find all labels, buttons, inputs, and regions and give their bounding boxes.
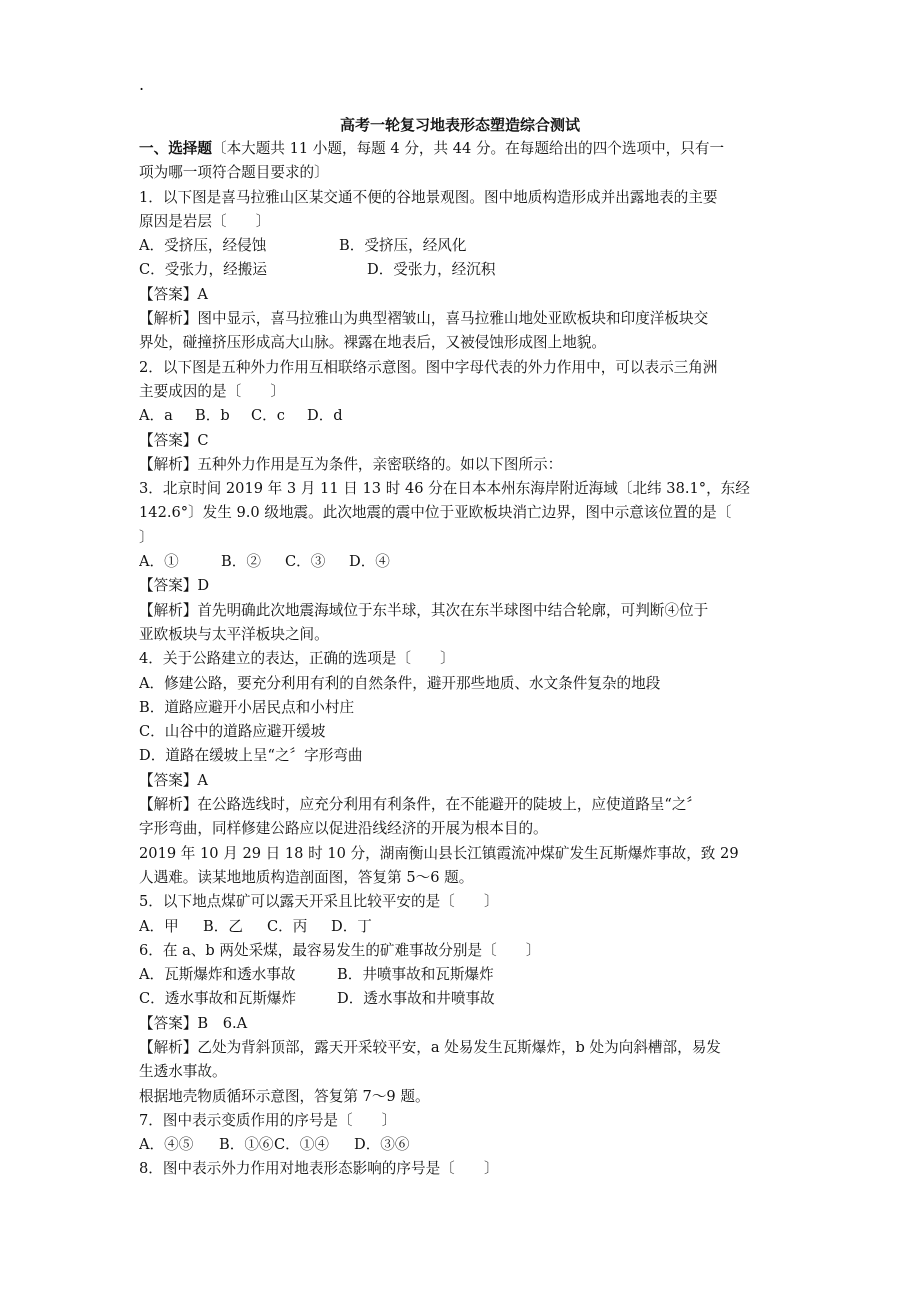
option-c: C．透水事故和瓦斯爆炸: [139, 990, 297, 1008]
option-c: C．山谷中的道路应避开缓坡: [139, 723, 326, 741]
document-body: [139, 137, 783, 1182]
question-1-text-cont: 原因是岩层〔 〕: [139, 212, 271, 230]
question-7-options: [139, 1133, 783, 1157]
option-a: A．④⑤: [139, 1136, 194, 1154]
option-d: D．d: [307, 407, 343, 425]
option-a: A．修建公路，要充分利用有利的自然条件，避开那些地质、水文条件复杂的地段: [139, 674, 661, 692]
question-6-text: 6．在 a、b 两处采煤，最容易发生的矿难事故分别是〔 〕: [139, 941, 541, 959]
passage-7-9: 根据地壳物质循环示意图，答复第 7～9 题。: [139, 1087, 430, 1105]
option-c: C．③: [285, 553, 326, 571]
question-6-options-row1: [139, 963, 783, 987]
page-title: 高考一轮复习地表形态塑造综合测试: [339, 116, 580, 134]
option-a: A．①: [139, 553, 179, 571]
option-b: B．道路应避开小居民点和小村庄: [139, 698, 355, 716]
question-1-answer: 【答案】A: [139, 285, 208, 303]
question-3-text: 3．北京时间 2019 年 3 月 11 日 13 时 46 分在日本本州东海岸附近海域〔北纬 38.1°，东经: [139, 480, 750, 498]
question-2-explanation: 【解析】五种外力作用是互为条件，亲密联络的。如以下图所示：: [139, 455, 563, 473]
question-1-explanation: 【解析】图中显示，喜马拉雅山为典型褶皱山，喜马拉雅山地处亚欧板块和印度洋板块交: [139, 310, 709, 328]
option-c: C．c: [251, 407, 285, 425]
question-5-text: 5．以下地点煤矿可以露天开采且比较平安的是〔 〕: [139, 893, 499, 911]
question-3-answer: 【答案】D: [139, 577, 210, 595]
question-2-text: 2．以下图是五种外力作用互相联络示意图。图中字母代表的外力作用中，可以表示三角洲: [139, 358, 718, 376]
section-header: [139, 137, 783, 161]
question-8-text: 8．图中表示外力作用对地表形态影响的序号是〔 〕: [139, 1160, 499, 1178]
question-3-text-cont2: 〕: [139, 528, 154, 546]
question-4-explanation: 【解析】在公路选线时，应充分利用有利条件，在不能避开的陡坡上，应使道路呈“之〞: [139, 796, 702, 814]
question-1-options-row2: [139, 258, 783, 282]
section-description: 〔本大题共 11 小题，每题 4 分，共 44 分。在每题给出的四个选项中，只有一: [211, 140, 725, 157]
option-d: D．道路在缓坡上呈“之〞字形弯曲: [139, 747, 363, 765]
option-b: B．受挤压，经风化: [339, 237, 467, 255]
question-3-explanation: 【解析】首先明确此次地震海域位于东半球，其次在东半球图中结合轮廓，可判断④位于: [139, 601, 709, 619]
passage-5-6: 2019 年 10 月 29 日 18 时 10 分，湖南衡山县长江镇霞流冲煤矿发生瓦斯爆炸事故，致 29: [139, 844, 739, 862]
option-a: A．甲: [139, 917, 179, 935]
question-3-options: [139, 550, 783, 574]
option-b: B．乙: [203, 917, 243, 935]
option-c: C．①④: [274, 1136, 329, 1154]
question-3-explanation-cont: 亚欧板块与太平洋板块之间。: [139, 625, 329, 643]
question-5-6-explanation: 【解析】乙处为背斜顶部，露天开采较平安，a 处易发生瓦斯爆炸，b 处为向斜槽部，易发: [139, 1038, 721, 1056]
question-4-text: 4．关于公路建立的表达，正确的选项是〔 〕: [139, 650, 455, 668]
option-c: C．丙: [267, 917, 308, 935]
option-b: B．b: [195, 407, 230, 425]
option-a: A．a: [139, 407, 173, 425]
option-d: D．④: [349, 553, 390, 571]
question-2-options: [139, 404, 783, 428]
option-b: B．②: [221, 553, 261, 571]
question-1-options-row1: [139, 234, 783, 258]
question-2-text-cont: 主要成因的是〔 〕: [139, 382, 285, 400]
option-d: D．③⑥: [354, 1136, 410, 1154]
question-2-answer: 【答案】C: [139, 431, 209, 449]
option-b: B．井喷事故和瓦斯爆炸: [337, 966, 494, 984]
question-4-answer: 【答案】A: [139, 771, 208, 789]
section-description-cont: 项为哪一项符合题目要求的〕: [139, 164, 329, 182]
option-d: D．透水事故和井喷事故: [337, 990, 495, 1008]
question-5-options: [139, 915, 783, 939]
option-d: D．受张力，经沉积: [367, 261, 496, 279]
question-1-explanation-cont: 界处，碰撞挤压形成高大山脉。裸露在地表后，又被侵蚀形成图上地貌。: [139, 334, 607, 352]
option-a: A．受挤压，经侵蚀: [139, 237, 267, 255]
question-5-6-explanation-cont: 生透水事故。: [139, 1063, 227, 1081]
passage-5-6-cont: 人遇难。读某地地质构造剖面图，答复第 5～6 题。: [139, 868, 474, 886]
section-heading: 一、选择题: [139, 140, 212, 157]
question-3-text-cont: 142.6°〕发生 9.0 级地震。此次地震的震中位于亚欧板块消亡边界，图中示意该位置的是〔: [139, 504, 732, 522]
question-4-explanation-cont: 字形弯曲，同样修建公路应以促进沿线经济的开展为根本目的。: [139, 820, 548, 838]
page-marker-dot: .: [139, 75, 145, 94]
question-1-text: 1．以下图是喜马拉雅山区某交通不便的谷地景观图。图中地质构造形成并出露地表的主要: [139, 188, 718, 206]
question-5-6-answer: 【答案】B 6.A: [139, 1014, 248, 1032]
option-b: B．①⑥: [219, 1136, 274, 1154]
option-c: C．受张力，经搬运: [139, 261, 267, 279]
question-6-options-row2: [139, 987, 783, 1011]
option-a: A．瓦斯爆炸和透水事故: [139, 966, 296, 984]
question-7-text: 7．图中表示变质作用的序号是〔 〕: [139, 1111, 397, 1129]
option-d: D．丁: [331, 917, 372, 935]
